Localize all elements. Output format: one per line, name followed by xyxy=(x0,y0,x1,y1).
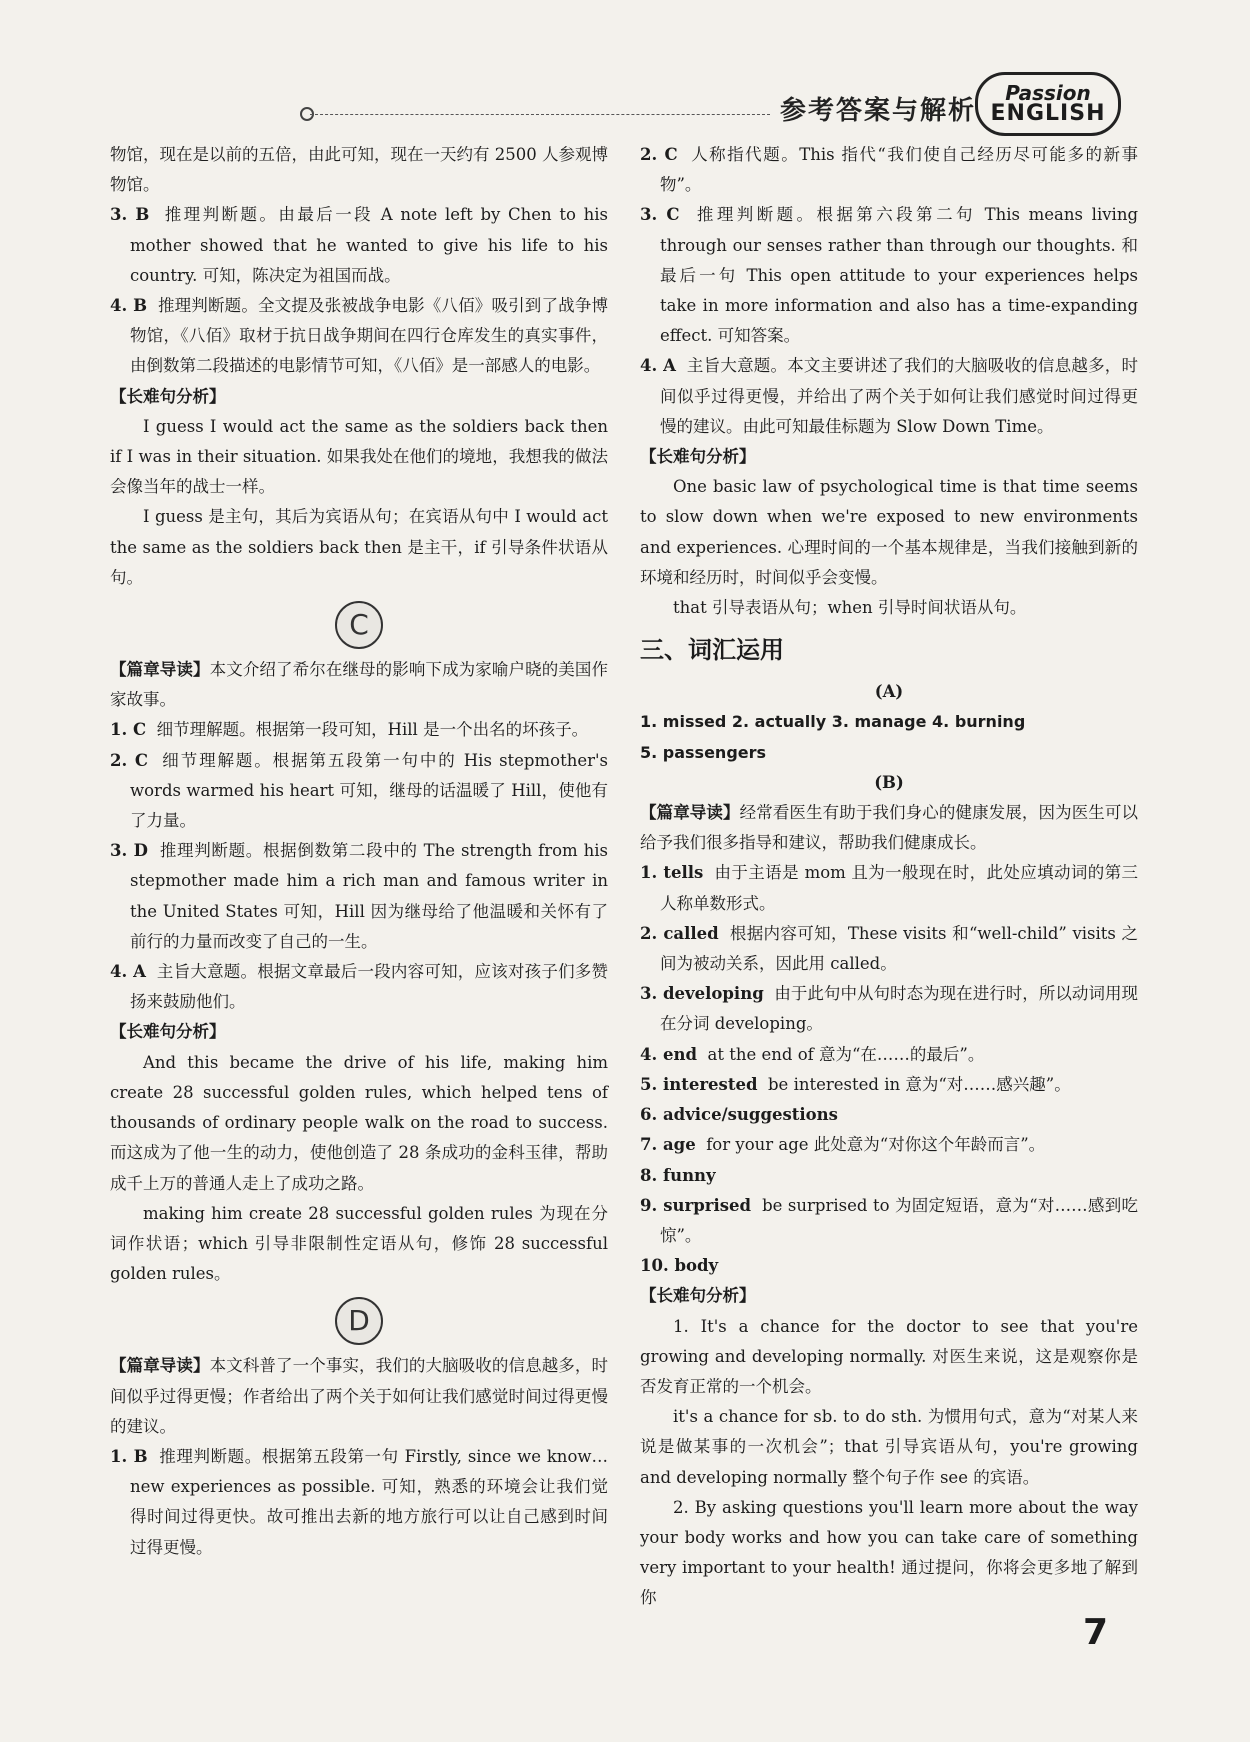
answer-text: 由于此句中从句时态为现在进行时，所以动词用现在分词 developing。 xyxy=(660,984,1139,1034)
answer-text: 主旨大意题。根据文章最后一段内容可知，应该对孩子们多赞扬来鼓励他们。 xyxy=(130,962,608,1012)
word-answers: 1. missed 2. actually 3. manage 4. burning xyxy=(640,712,1026,732)
section-tag: 【长难句分析】 xyxy=(640,447,756,467)
answer-number: 8. funny xyxy=(640,1165,716,1185)
passage-c-badge: C xyxy=(335,601,383,649)
paragraph: One basic law of psychological time is that time seems to slow down when we're exposed to new environments and experiences. 心理时间的一个基本规律是，当我们接触到新的环境和经历时，时间似乎会变慢。 xyxy=(640,477,1138,587)
answer-item xyxy=(640,1040,1138,1070)
answer-text: 推理判断题。根据第六段第二句 This means living through our senses rather than through our thoughts. 和最后一句 This open attitude to your experiences helps take in more information and also has a time-expanding effect. 可知答案。 xyxy=(660,205,1139,346)
chapter-guide xyxy=(110,1351,608,1442)
answer-text: 推理判断题。全文提及张被战争电影《八佰》吸引到了战争博物馆，《八佰》取材于抗日战争期间在四行仓库发生的真实事件，由倒数第二段描述的电影情节可知，《八佰》是一部感人的电影。 xyxy=(130,296,608,376)
answer-text: at the end of 意为“在……的最后”。 xyxy=(707,1044,985,1064)
answer-item xyxy=(110,957,608,1017)
answer-item xyxy=(640,1100,1138,1130)
paragraph: making him create 28 successful golden rules 为现在分词作状语；which 引导非限制性定语从句，修饰 28 successful golden rules。 xyxy=(110,1203,608,1284)
answer-text: 人称指代题。This 指代“我们使自己经历尽可能多的新事物”。 xyxy=(660,145,1138,195)
answer-text: 主旨大意题。本文主要讲述了我们的大脑吸收的信息越多，时间似乎过得更慢，并给出了两个关于如何让我们感觉时间过得更慢的建议。由此可知最佳标题为 Slow Down Time。 xyxy=(660,356,1138,436)
answer-number: 3. C xyxy=(640,205,680,225)
passage-d-badge: D xyxy=(335,1297,383,1345)
answer-number: 2. C xyxy=(640,145,678,164)
paragraph: And this became the drive of his life, making him create 28 successful golden rules, which helped tens of thousands of ordinary people walk on the road to success. 而这成为了他一生的动力，使他创造了 28 条成功的金科玉律，帮助成千上万的普通人走上了成功之路。 xyxy=(110,1052,608,1193)
answer-number: 2. C xyxy=(110,750,148,770)
paragraph: it's a chance for sb. to do sth. 为惯用句式，意为“对某人来说是做某事的一次机会”；that 引导宾语从句，you're growing and developing normally 整个句子作 see 的宾语。 xyxy=(640,1407,1138,1487)
section-heading: 三、词汇运用 xyxy=(640,636,784,665)
answer-item xyxy=(110,746,608,837)
answer-number: 3. D xyxy=(110,841,148,861)
section-tag: 【长难句分析】 xyxy=(110,1022,226,1042)
paragraph: 1. It's a chance for the doctor to see that you're growing and developing normally. 对医生来说，这是观察你是否发育正常的一个机会。 xyxy=(640,1316,1138,1396)
logo-bottom-text: ENGLISH xyxy=(990,101,1106,126)
paragraph: 2. By asking questions you'll learn more about the way your body works and how you can take care of something very important to your health! 通过提问，你将会更多地了解到你 xyxy=(640,1497,1138,1608)
answer-number: 4. end xyxy=(640,1044,698,1064)
answer-text: be interested in 意为“对……感兴趣”。 xyxy=(768,1074,1071,1094)
paragraph: I guess I would act the same as the soldiers back then if I was in their situation. 如果我处在他们的境地，我想我的做法会像当年的战士一样。 xyxy=(110,416,608,497)
answer-text: 由于主语是 mom 且为一般现在时，此处应填动词的第三人称单数形式。 xyxy=(660,863,1138,913)
answer-item xyxy=(640,200,1138,351)
answer-text: 细节理解题。根据第五段第一句中的 His stepmother's words warmed his heart 可知，继母的话温暖了 Hill，使他有了力量。 xyxy=(130,750,608,831)
right-column xyxy=(640,140,1138,1614)
answer-item xyxy=(110,836,608,957)
answer-item xyxy=(640,919,1138,979)
answer-text: 细节理解题。根据第一段可知，Hill 是一个出名的坏孩子。 xyxy=(156,720,589,740)
answer-number: 7. age xyxy=(640,1135,696,1155)
answer-text: 推理判断题。由最后一段 A note left by Chen to his mother showed that he wanted to give his life to his country. 可知，陈决定为祖国而战。 xyxy=(130,205,608,285)
section-tag: 【长难句分析】 xyxy=(640,1286,756,1306)
left-column xyxy=(110,140,608,1563)
answer-number: 4. B xyxy=(110,296,148,316)
header-dashed-line xyxy=(310,114,770,115)
answer-item xyxy=(110,291,608,382)
guide-text: 本文介绍了希尔在继母的影响下成为家喻户晓的美国作家故事。 xyxy=(110,660,609,710)
passion-english-logo xyxy=(975,72,1121,136)
answer-text: 推理判断题。根据倒数第二段中的 The strength from his stepmother made him a rich man and famous writer in the United States 可知，Hill 因为继母给了他温暖和关怀有了前行的力量而改变了自己的一生。 xyxy=(130,841,608,951)
section-tag: 【长难句分析】 xyxy=(110,386,226,406)
answer-item xyxy=(640,1070,1138,1100)
guide-text: 经常看医生有助于我们身心的健康发展，因为医生可以给予我们很多指导和建议，帮助我们健康成长。 xyxy=(640,803,1139,853)
answer-number: 6. advice/suggestions xyxy=(640,1105,838,1125)
answer-text: 推理判断题。根据第五段第一句 Firstly, since we know…new experiences as possible. 可知，熟悉的环境会让我们觉得时间过得更快。故可推出去新的地方旅行可以让自己感到时间过得更慢。 xyxy=(130,1446,608,1557)
answer-item xyxy=(640,1191,1138,1251)
paragraph: I guess 是主句，其后为宾语从句；在宾语从句中 I would act the same as the soldiers back then 是主干，if 引导条件状语从句。 xyxy=(110,507,608,587)
section-tag: 【篇章导读】 xyxy=(110,660,210,680)
answer-text: for your age 此处意为“对你这个年龄而言”。 xyxy=(706,1135,1046,1155)
logo-top-text: Passion xyxy=(1005,81,1091,105)
answer-item xyxy=(110,715,608,745)
word-answers: 5. passengers xyxy=(640,742,767,762)
answer-number: 10. body xyxy=(640,1256,719,1276)
answer-item xyxy=(110,1442,608,1563)
answer-item xyxy=(640,140,1138,200)
answer-item xyxy=(640,1161,1138,1191)
subsection-label: (B) xyxy=(874,772,904,792)
section-tag: 【篇章导读】 xyxy=(110,1356,210,1376)
chapter-guide xyxy=(110,655,608,715)
header-title: 参考答案与解析 xyxy=(780,96,977,126)
answer-number: 1. tells xyxy=(640,863,704,883)
answer-text: 根据内容可知，These visits 和“well-child” visits 之间为被动关系，因此用 called。 xyxy=(660,923,1138,974)
answer-item xyxy=(640,1130,1138,1160)
page-number: 7 xyxy=(1083,1612,1109,1653)
guide-text: 本文科普了一个事实，我们的大脑吸收的信息越多，时间似乎过得更慢；作者给出了两个关于如何让我们感觉时间过得更慢的建议。 xyxy=(110,1356,609,1436)
answer-item xyxy=(640,1251,1138,1281)
answer-number: 9. surprised xyxy=(640,1195,752,1215)
paragraph: that 引导表语从句；when 引导时间状语从句。 xyxy=(673,598,1027,618)
page-header xyxy=(0,60,1250,130)
answer-number: 3. B xyxy=(110,205,150,225)
answer-number: 4. A xyxy=(640,356,676,376)
answer-item xyxy=(640,351,1138,442)
answer-number: 4. A xyxy=(110,962,146,982)
answer-number: 5. interested xyxy=(640,1074,758,1094)
section-tag: 【篇章导读】 xyxy=(640,803,740,823)
answer-number: 1. C xyxy=(110,720,147,740)
answer-number: 1. B xyxy=(110,1446,148,1466)
answer-number: 3. developing xyxy=(640,984,764,1004)
answer-text: be surprised to 为固定短语，意为“对……感到吃惊”。 xyxy=(660,1195,1138,1245)
paragraph: 物馆，现在是以前的五倍，由此可知，现在一天约有 2500 人参观博物馆。 xyxy=(110,145,608,195)
chapter-guide xyxy=(640,798,1138,858)
answer-item xyxy=(640,858,1138,918)
answer-item xyxy=(110,200,608,291)
subsection-label: (A) xyxy=(874,682,904,702)
answer-number: 2. called xyxy=(640,923,719,943)
answer-item xyxy=(640,979,1138,1039)
